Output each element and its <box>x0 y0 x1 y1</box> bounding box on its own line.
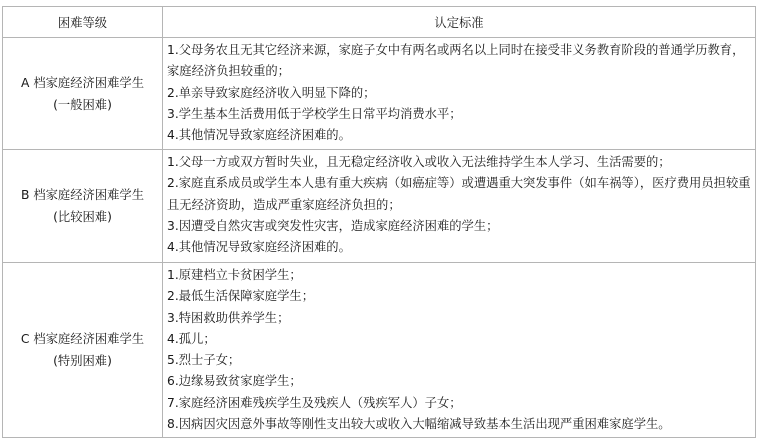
header-criteria: 认定标准 <box>163 7 756 38</box>
criteria-item: 1.父母务农且无其它经济来源，家庭子女中有两名或两名以上同时在接受非义务教育阶段的普通学历教育，家庭经济负担较重的； <box>167 43 745 79</box>
document <box>2 6 755 438</box>
criteria-item: 2.最低生活保障家庭学生； <box>167 289 314 304</box>
level-cell <box>3 263 163 438</box>
header-row <box>3 7 756 38</box>
table-row <box>3 150 756 263</box>
level-sub: (特别困难) <box>53 354 112 369</box>
level-sub: (比较困难) <box>53 210 112 224</box>
level-cell <box>3 38 163 150</box>
criteria-item: 8.因病因灾因意外事故等刚性支出较大或收入大幅缩减导致基本生活出现严重困难家庭学生。 <box>167 417 671 432</box>
criteria-item: 6.边缘易致贫家庭学生； <box>167 374 302 389</box>
criteria-item: 4.孤儿； <box>167 331 216 346</box>
level-name: B 档家庭经济困难学生 <box>20 188 145 202</box>
header-level: 困难等级 <box>3 7 163 38</box>
criteria-item: 2.单亲导致家庭经济收入明显下降的； <box>167 85 376 100</box>
criteria-item: 1.原建档立卡贫困学生； <box>167 268 302 282</box>
table-row <box>3 38 756 150</box>
criteria-item: 3.学生基本生活费用低于学校学生日常平均消费水平； <box>167 106 462 121</box>
criteria-item: 3.特困救助供养学生； <box>167 310 290 325</box>
criteria-item: 7.家庭经济困难残疾学生及残疾人（残疾军人）子女； <box>167 395 462 410</box>
table-row <box>3 263 756 438</box>
criteria-item: 3.因遭受自然灾害或突发性灾害，造成家庭经济困难的学生； <box>167 218 499 233</box>
level-name: C 档家庭经济困难学生 <box>20 332 145 347</box>
level-cell <box>3 150 163 263</box>
criteria-item: 4.其他情况导致家庭经济困难的。 <box>167 128 351 143</box>
criteria-cell <box>163 150 756 263</box>
criteria-table <box>2 6 756 438</box>
criteria-cell <box>163 38 756 150</box>
level-name: A 档家庭经济困难学生 <box>21 75 144 90</box>
level-sub: (一般困难) <box>53 97 112 112</box>
criteria-item: 5.烈士子女； <box>167 353 241 368</box>
criteria-item: 4.其他情况导致家庭经济困难的。 <box>167 240 351 255</box>
criteria-cell <box>163 263 756 438</box>
criteria-item: 1.父母一方或双方暂时失业，且无稳定经济收入或收入无法维持学生本人学习、生活需要的； <box>167 155 671 169</box>
criteria-item: 2.家庭直系成员或学生本人患有重大疾病（如癌症等）或遭遇重大突发事件（如车祸等），医疗费用员担较重且无经济资助，造成严重家庭经济负担的； <box>167 176 751 212</box>
